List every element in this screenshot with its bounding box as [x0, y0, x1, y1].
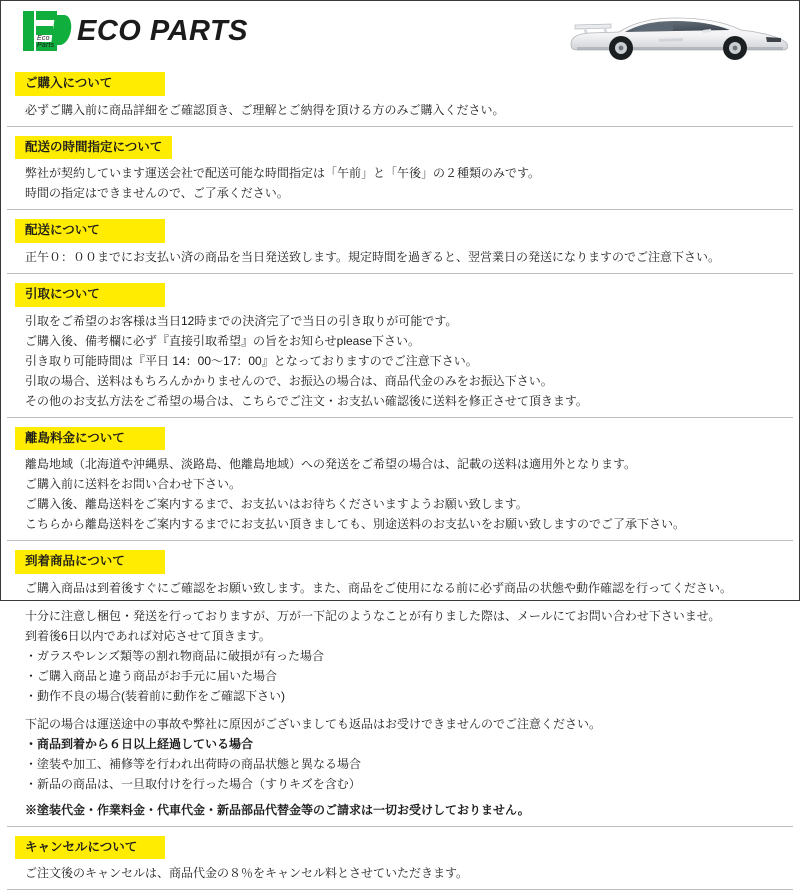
- text-line: 下記の場合は運送途中の事故や弊社に原因がございましても返品はお受けできませんのでご注意ください。: [25, 716, 602, 731]
- text-line-warning: ※塗装代金・作業料金・代車代金・新品部品代替金等のご請求は一切お受けしておりません。: [25, 802, 530, 817]
- section-purchase-heading-row: [1, 72, 799, 96]
- text-line: ご購入前に送料をお問い合わせ下さい。: [25, 477, 242, 492]
- section-remote-fee-body: [1, 450, 799, 533]
- section-shipping-heading-row: [1, 219, 799, 243]
- text-line: ご購入商品は到着後すぐにご確認をお願い致します。また、商品をご使用になる前に必ず商品の状態や動作確認を行ってください。: [25, 580, 733, 595]
- divider: [7, 273, 793, 274]
- divider: [7, 126, 793, 127]
- text-line: 引取の場合、送料はもちろんかかりませんので、お振込の場合は、商品代金のみをお振込下さい。: [25, 373, 553, 388]
- text-line: 弊社が契約しています運送会社で配送可能な時間指定は「午前」と「午後」の２種類のみです。: [25, 166, 541, 181]
- section-cancel-body: [1, 859, 799, 882]
- section-purchase-body: [1, 96, 799, 119]
- text-line: ご購入後、備考欄に必ず『直接引取希望』の旨をお知らせplease下さい。: [25, 333, 421, 348]
- section-cancel-heading-row: [1, 836, 799, 860]
- page-header: [1, 1, 799, 63]
- brand-logo: [23, 11, 248, 51]
- text-line: ・ご購入商品と違う商品がお手元に届いた場合: [25, 668, 278, 683]
- section-pickup-body: [1, 307, 799, 410]
- brand-sub-label: Eco Parts: [37, 35, 55, 49]
- spacer: [25, 707, 783, 713]
- section-heading-remote-fee: 離島料金について: [15, 427, 165, 451]
- section-delivery-time-body: [1, 159, 799, 202]
- section-arrival-body: [1, 574, 799, 819]
- text-line: こちらから離島送料をご案内するまでにお支払い頂きましても、別途送料のお支払いをお願い致しますのでご了承下さい。: [25, 517, 686, 532]
- section-delivery-time-heading-row: [1, 136, 799, 160]
- text-line: 引き取り可能時間は『平日 14：00～17：00』となっておりますのでご注意下さい。: [25, 353, 478, 368]
- text-line: 十分に注意し梱包・発送を行っておりますが、万が一下記のようなことが有りました際は、メールにてお問い合わせ下さいませ。: [25, 608, 721, 623]
- section-heading-delivery-time: 配送の時間指定について: [15, 136, 172, 160]
- text-line: 必ずご購入前に商品詳細をご確認頂き、ご理解とご納得を頂ける方のみご購入ください。: [25, 102, 505, 117]
- text-line: ご注文後のキャンセルは、商品代金の８％をキャンセル料とさせていただきます。: [25, 866, 469, 881]
- text-line: ご購入後、離島送料をご案内するまで、お支払いはお待ちくださいますようお願い致します。: [25, 497, 528, 512]
- section-heading-arrival: 到着商品について: [15, 550, 165, 574]
- spacer: [25, 599, 783, 605]
- divider: [7, 417, 793, 418]
- brand-name-label: ECO PARTS: [77, 14, 249, 47]
- section-pickup-heading-row: [1, 283, 799, 307]
- section-heading-purchase: ご購入について: [15, 72, 165, 96]
- text-line: その他のお支払方法をご希望の場合は、こちらでご注文・お支払い確認後に送料を修正させて頂きます。: [25, 393, 588, 408]
- text-line: ・塗装や加工、補修等を行われ出荷時の商品状態と異なる場合: [25, 756, 362, 771]
- text-line: 離島地域（北海道や沖縄県、淡路島、他離島地域）への発送をご希望の場合は、記載の送料は適用外となります。: [25, 457, 637, 472]
- text-line-warning: 到着後6日以内であれば対応させて頂きます。: [25, 628, 271, 643]
- divider: [7, 540, 793, 541]
- section-heading-cancel: キャンセルについて: [15, 836, 165, 860]
- sports-car-image: [563, 3, 793, 63]
- divider: [7, 209, 793, 210]
- text-line: ・ガラスやレンズ類等の割れ物商品に破損が有った場合: [25, 648, 324, 663]
- text-line-warning: ・商品到着から６日以上経過している場合: [25, 736, 254, 751]
- eco-parts-logo-icon: [23, 11, 69, 51]
- section-heading-shipping: 配送について: [15, 219, 165, 243]
- section-arrival-heading-row: [1, 550, 799, 574]
- text-line: 引取をご希望のお客様は当日12時までの決済完了で当日の引き取りが可能です。: [25, 313, 458, 328]
- text-line: 時間の指定はできませんので、ご了承ください。: [25, 186, 289, 201]
- text-line: ・動作不良の場合(装着前に動作をご確認下さい): [25, 688, 285, 703]
- text-line: ・新品の商品は、一旦取付けを行った場合（すりキズを含む）: [25, 776, 361, 791]
- section-heading-pickup: 引取について: [15, 283, 165, 307]
- text-line: 正午０：００までにお支払い済の商品を当日発送致します。規定時間を過ぎると、翌営業日の発送になりますのでご注意下さい。: [25, 249, 721, 264]
- spacer: [25, 795, 783, 799]
- divider: [7, 826, 793, 827]
- section-shipping-body: [1, 243, 799, 266]
- section-remote-fee-heading-row: [1, 427, 799, 451]
